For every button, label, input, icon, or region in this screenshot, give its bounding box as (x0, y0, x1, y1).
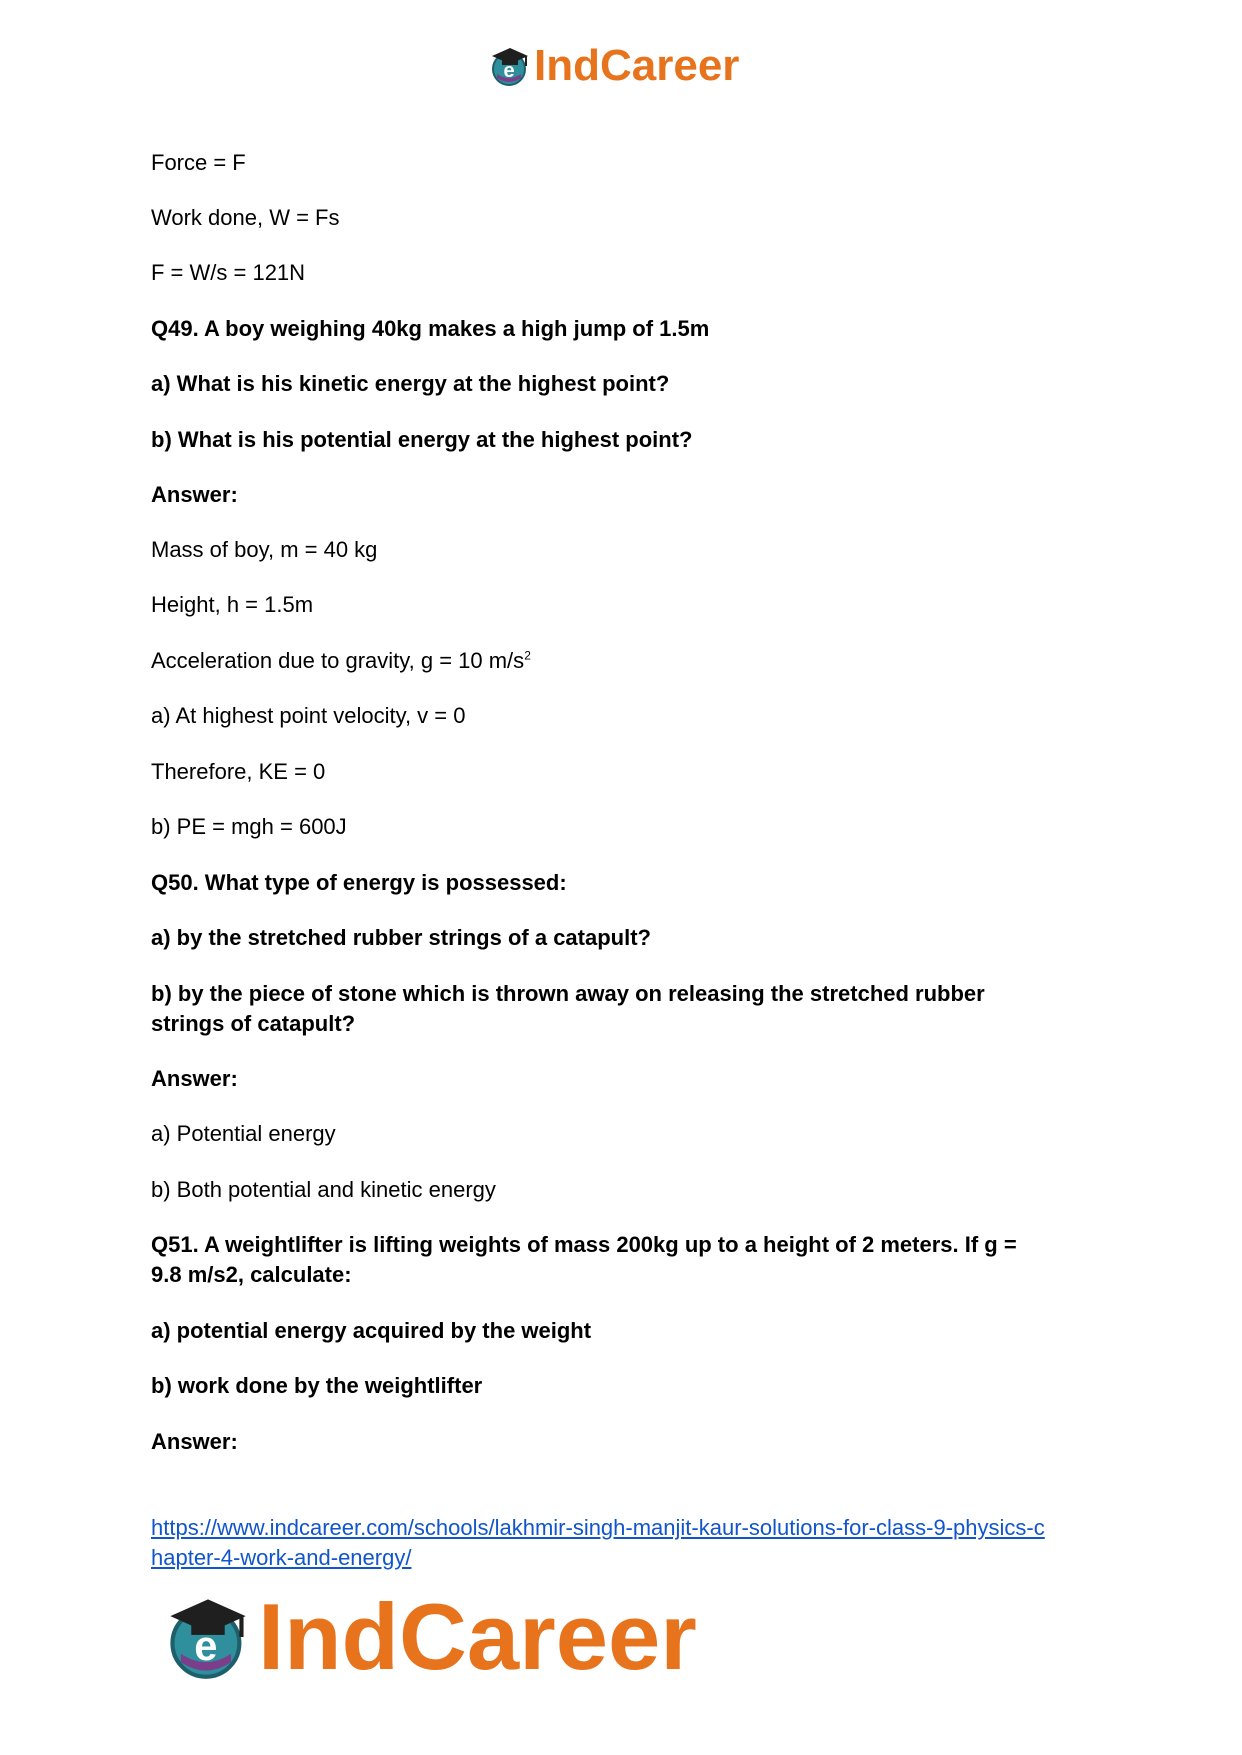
question-part: b) work done by the weightlifter (151, 1373, 483, 1398)
footer-logo (162, 1582, 697, 1692)
text-line: a) At highest point velocity, v = 0 (151, 703, 466, 728)
logo-wordmark: IndCareer (534, 41, 740, 90)
globe-graduation-cap-icon (162, 1591, 254, 1683)
text-line: Therefore, KE = 0 (151, 759, 326, 784)
source-link-line1[interactable]: https://www.indcareer.com/schools/lakhmir-singh-manjit-kaur-solutions-for-class-9-physics-c (151, 1515, 1045, 1540)
globe-graduation-cap-icon (488, 44, 532, 88)
question-part (151, 979, 985, 1039)
question-heading: Q50. What type of energy is possessed: (151, 870, 567, 895)
question-part: a) potential energy acquired by the weight (151, 1318, 592, 1343)
answer-label: Answer: (151, 1066, 238, 1091)
svg-text:e: e (194, 1622, 218, 1669)
question-part-line1: b) by the piece of stone which is thrown away on releasing the stretched rubber (151, 981, 985, 1006)
text-line: F = W/s = 121N (151, 260, 306, 285)
source-link[interactable] (151, 1513, 1101, 1573)
text-line: Mass of boy, m = 40 kg (151, 537, 378, 562)
svg-text:e: e (503, 60, 515, 82)
question-heading: Q49. A boy weighing 40kg makes a high jump of 1.5m (151, 316, 710, 341)
source-link-line2[interactable]: hapter-4-work-and-energy/ (151, 1545, 412, 1570)
answer-label: Answer: (151, 1429, 238, 1454)
text-line: Work done, W = Fs (151, 205, 340, 230)
question-line2: 9.8 m/s2, calculate: (151, 1262, 352, 1287)
question-part: a) by the stretched rubber strings of a catapult? (151, 925, 651, 950)
header-logo (488, 40, 739, 92)
text-line: a) Potential energy (151, 1121, 336, 1146)
answer-label: Answer: (151, 482, 238, 507)
logo-wordmark: IndCareer (258, 1584, 697, 1689)
text-line: Height, h = 1.5m (151, 592, 314, 617)
question-part-line2: strings of catapult? (151, 1011, 356, 1036)
text-line: Force = F (151, 150, 246, 175)
text-line: b) Both potential and kinetic energy (151, 1177, 496, 1202)
question-heading (151, 1230, 1017, 1290)
question-line1: Q51. A weightlifter is lifting weights of mass 200kg up to a height of 2 meters. If g = (151, 1232, 1017, 1257)
text-line (151, 646, 531, 676)
question-part: a) What is his kinetic energy at the highest point? (151, 371, 670, 396)
gravity-text: Acceleration due to gravity, g = 10 m/s (151, 648, 525, 673)
text-line: b) PE = mgh = 600J (151, 814, 347, 839)
superscript: 2 (524, 648, 531, 663)
question-part: b) What is his potential energy at the highest point? (151, 427, 693, 452)
